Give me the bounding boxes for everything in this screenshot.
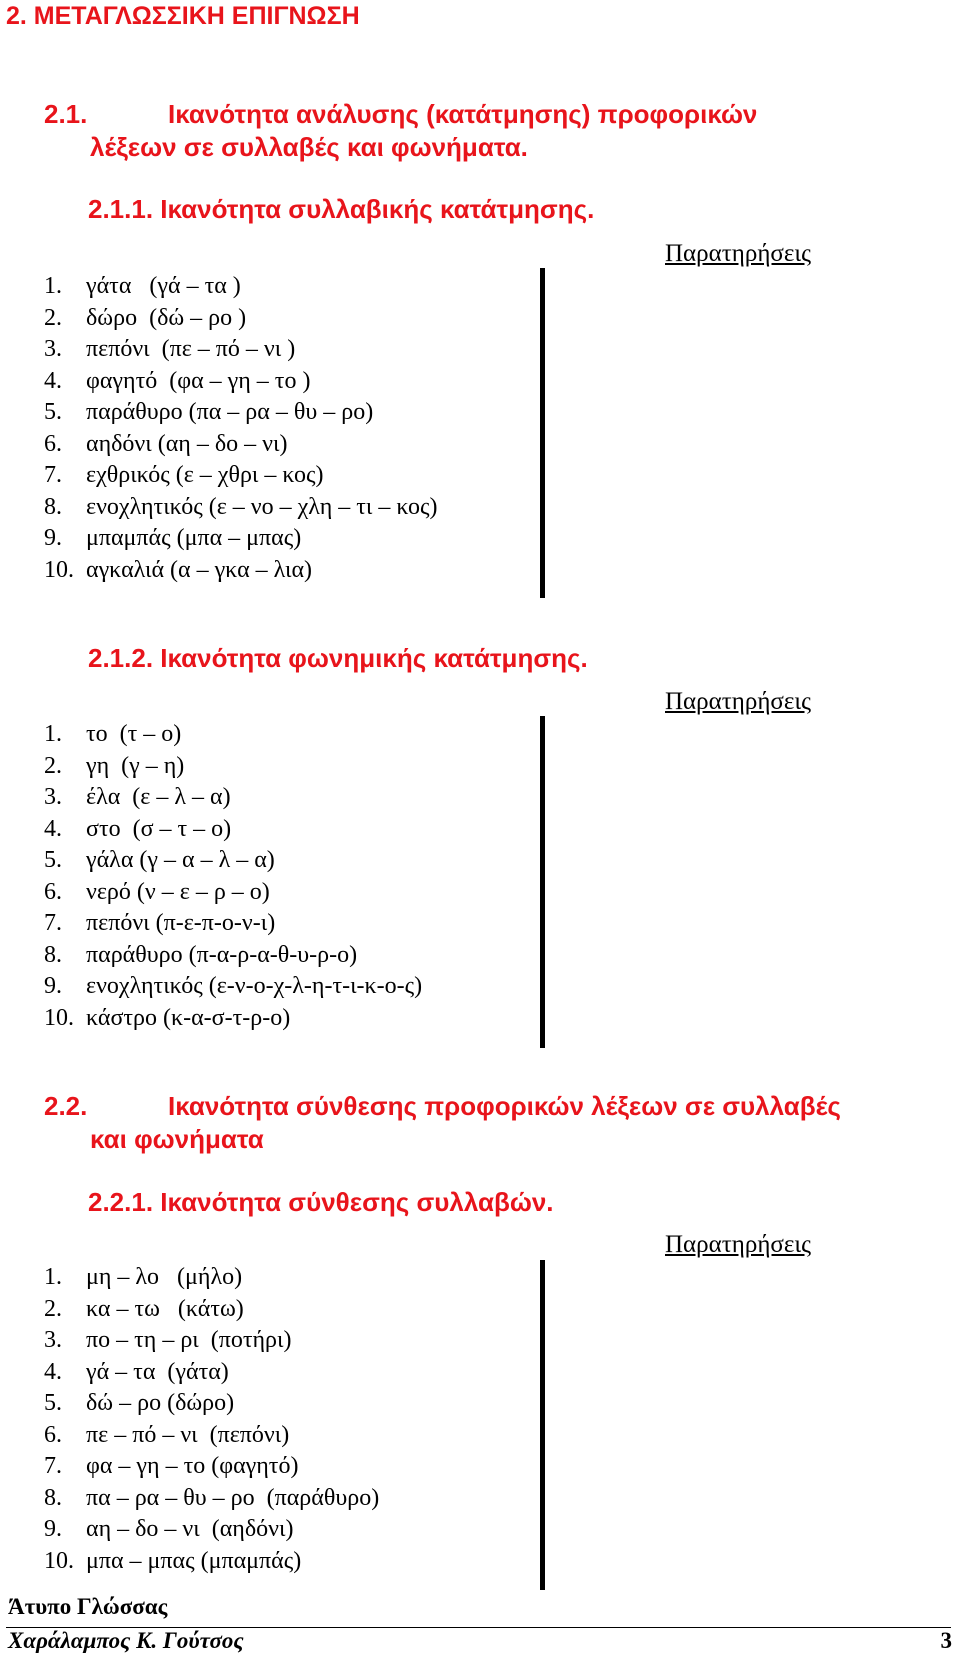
list-item-number: 10. [44,1547,74,1574]
list-item-number: 2. [44,752,62,779]
list-item [44,429,437,461]
list-item [44,1420,379,1452]
list-item-number: 7. [44,1453,62,1479]
list-item [44,1546,379,1578]
list-item [44,1003,422,1035]
list-item-number: 5. [44,399,62,425]
vertical-divider [540,268,545,598]
list-item-text: γη (γ – η) [86,752,185,779]
section-title-line2: λέξεων σε συλλαβές και φωνήματα. [90,132,528,162]
list-item [44,271,437,303]
list-item [44,1388,379,1420]
list-item-number: 8. [44,493,62,520]
list-item-text: νερό (ν – ε – ρ – ο) [86,878,270,905]
list-item [44,877,422,909]
list-item-number: 3. [44,336,62,362]
list-item [44,845,422,877]
list-item-number: 7. [44,910,62,936]
list-item-text: μπαμπάς (μπα – μπας) [86,525,302,551]
list-item [44,814,422,846]
list-item-text: εχθρικός (ε – χθρι – κος) [86,462,324,488]
list-item-text: δώρο (δώ – ρο ) [86,304,247,331]
list-item [44,492,437,524]
list-item-text: ενοχλητικός (ε-ν-ο-χ-λ-η-τ-ι-κ-ο-ς) [86,973,423,999]
list-item-text: πε – πό – νι (πεπόνι) [86,1421,290,1448]
list-item [44,1451,379,1483]
list-item-number: 1. [44,1264,62,1290]
list-item [44,751,422,783]
list-item-number: 4. [44,815,62,842]
observations-label: Παρατηρήσεις [665,1231,811,1258]
subsection-heading-2-1-2: 2.1.2. Ικανότητα φωνημικής κατάτμησης. [88,643,588,673]
list-item-number: 2. [44,1295,62,1322]
list-item-number: 8. [44,941,62,968]
list-item-text: παράθυρο (π-α-ρ-α-θ-υ-ρ-ο) [86,941,358,968]
list-item-text: στο (σ – τ – ο) [86,815,232,842]
list-item [44,397,437,429]
list-item-text: αγκαλιά (α – γκα – λια) [86,556,313,583]
list-item-number: 9. [44,525,62,551]
list-item [44,719,422,751]
list-item-text: πεπόνι (π-ε-π-ο-ν-ι) [86,910,276,936]
subsection-heading-2-1-1: 2.1.1. Ικανότητα συλλαβικής κατάτμησης. [88,194,595,224]
list-item-text: γά – τα (γάτα) [86,1358,229,1385]
list-item-text: γάλα (γ – α – λ – α) [86,847,275,873]
list-item-text: κάστρο (κ-α-σ-τ-ρ-ο) [86,1004,291,1031]
section-heading-2-1 [44,98,944,164]
list-item-text: πο – τη – ρι (ποτήρι) [86,1327,292,1353]
subsection-heading-2-2-1: 2.2.1. Ικανότητα σύνθεσης συλλαβών. [88,1187,554,1217]
list-item [44,303,437,335]
list-item-text: το (τ – ο) [86,721,182,747]
list-item-text: αη – δο – νι (αηδόνι) [86,1516,294,1542]
list-item [44,1294,379,1326]
list-item-number: 1. [44,721,62,747]
list-item [44,1514,379,1546]
list-item-number: 6. [44,878,62,905]
list-item-text: κα – τω (κάτω) [86,1295,244,1322]
list-item-text: μη – λο (μήλο) [86,1264,243,1290]
list-item-text: μπα – μπας (μπαμπάς) [86,1547,302,1574]
list-item [44,971,422,1003]
list-item [44,460,437,492]
list-item [44,1357,379,1389]
list-item-text: ενοχλητικός (ε – νο – χλη – τι – κος) [86,493,438,520]
vertical-divider [540,716,545,1048]
section-title-line1: Ικανότητα σύνθεσης προφορικών λέξεων σε συλλαβές [168,1091,841,1121]
list-item-number: 7. [44,462,62,488]
vertical-divider [540,1260,545,1590]
list-item-text: αηδόνι (αη – δο – νι) [86,430,288,457]
list-item-number: 10. [44,1004,74,1031]
list-item-number: 10. [44,556,74,583]
section-title-line2: και φωνήματα [90,1124,264,1154]
observations-label: Παρατηρήσεις [665,240,811,267]
list-item [44,908,422,940]
list-item-number: 3. [44,784,62,810]
list-item-number: 9. [44,1516,62,1542]
observations-label: Παρατηρήσεις [665,688,811,715]
list-item-number: 4. [44,367,62,394]
list-item-number: 2. [44,304,62,331]
list-item-number: 4. [44,1358,62,1385]
section-number: 2.1. [44,99,88,129]
list-item-text: δώ – ρο (δώρο) [86,1390,235,1416]
list-item-text: φα – γη – το (φαγητό) [86,1453,299,1479]
footer-author: Χαράλαμπος Κ. Γούτσος [8,1628,244,1653]
section-number: 2.2. [44,1091,88,1121]
list-item [44,1325,379,1357]
list-item-text: πα – ρα – θυ – ρο (παράθυρο) [86,1484,380,1511]
syllable-segmentation-list [44,271,437,586]
list-item [44,782,422,814]
list-item-number: 5. [44,847,62,873]
list-item-number: 6. [44,1421,62,1448]
list-item-number: 6. [44,430,62,457]
section-heading-2-2 [44,1090,954,1156]
list-item [44,940,422,972]
section-title-line1: Ικανότητα ανάλυσης (κατάτμησης) προφορικών [168,99,758,129]
list-item-text: γάτα (γά – τα ) [86,273,241,299]
page-number: 3 [940,1628,952,1653]
list-item-number: 8. [44,1484,62,1511]
list-item-text: παράθυρο (πα – ρα – θυ – ρο) [86,399,374,425]
footer-title: Άτυπο Γλώσσας [8,1594,168,1619]
list-item [44,555,437,587]
list-item-number: 1. [44,273,62,299]
list-item-text: έλα (ε – λ – α) [86,784,231,810]
list-item-text: φαγητό (φα – γη – το ) [86,367,311,394]
syllable-synthesis-list [44,1262,379,1577]
list-item [44,366,437,398]
page-heading: 2. ΜΕΤΑΓΛΩΣΣΙΚΗ ΕΠΙΓΝΩΣΗ [6,2,360,30]
list-item-number: 5. [44,1390,62,1416]
list-item-number: 3. [44,1327,62,1353]
list-item [44,1483,379,1515]
phoneme-segmentation-list [44,719,422,1034]
list-item-text: πεπόνι (πε – πό – νι ) [86,336,296,362]
list-item [44,334,437,366]
list-item-number: 9. [44,973,62,999]
list-item [44,1262,379,1294]
list-item [44,523,437,555]
